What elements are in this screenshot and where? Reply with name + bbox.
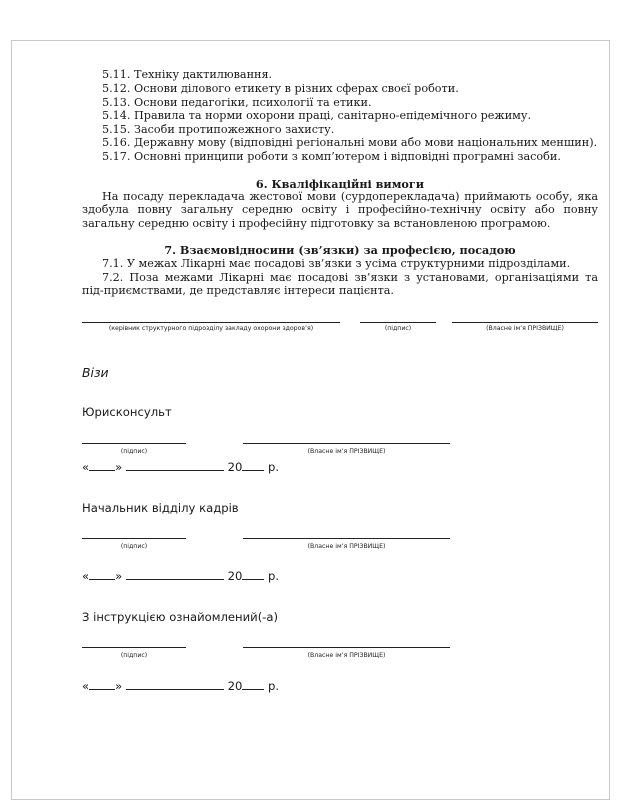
day-blank — [89, 570, 115, 580]
list-item: 5.12. Основи ділового етикету в різних сферах своєї роботи. — [102, 82, 459, 95]
section-7-p1-text: 7.1. У межах Лікарні має посадові зв’язки з усіма структурними підрозділами. — [102, 257, 571, 270]
block-title-hr: Начальник відділу кадрів — [82, 501, 239, 515]
close-quote: » — [115, 679, 123, 693]
sign-line — [82, 538, 186, 539]
close-quote: » — [115, 569, 123, 583]
caption-sign: (підпис) — [120, 652, 148, 659]
sign-line — [82, 443, 186, 444]
section-7-p1 — [82, 257, 598, 270]
caption-name: (Власне ім’я ПРІЗВИЩЕ) — [307, 543, 386, 550]
open-quote: « — [82, 679, 90, 693]
year-blank — [242, 680, 264, 690]
open-quote: « — [82, 569, 90, 583]
sign-line — [82, 647, 186, 648]
block-title-legal: Юрисконсульт — [82, 405, 172, 419]
signature-line-position — [82, 322, 340, 323]
name-line — [243, 443, 450, 444]
section-6-paragraph — [82, 190, 598, 230]
month-blank — [126, 570, 224, 580]
name-line — [243, 647, 450, 648]
year-prefix: 20 — [227, 569, 243, 583]
section-6-heading: 6. Кваліфікаційні вимоги — [255, 177, 425, 191]
month-blank — [126, 461, 224, 471]
caption-sign: (підпис) — [384, 325, 412, 332]
section-7-heading: 7. Взаємовідносини (зв’язки) за професією, посадою — [164, 243, 516, 257]
list-item: 5.11. Техніку дактилювання. — [102, 68, 273, 81]
year-blank — [242, 570, 264, 580]
signature-line-name — [452, 322, 598, 323]
year-suffix: р. — [268, 679, 280, 693]
vizy-label: Візи — [82, 365, 109, 380]
day-blank — [89, 680, 115, 690]
date-line — [82, 569, 279, 583]
section-6-text: На посаду перекладача жестової мови (сурдоперекладача) приймають особу, яка здобула повну загальну середню освіту і професійно-технічну освіту або повну загальну середню освіту і професійну підготовку за встановленою програмою. — [82, 190, 598, 230]
open-quote: « — [82, 460, 90, 474]
day-blank — [89, 461, 115, 471]
list-item: 5.16. Державну мову (відповідні регіональні мови або мови національних меншин). — [102, 136, 598, 149]
month-blank — [126, 680, 224, 690]
caption-name: (Власне ім’я ПРІЗВИЩЕ) — [307, 652, 386, 659]
year-suffix: р. — [268, 569, 280, 583]
year-suffix: р. — [268, 460, 280, 474]
caption-sign: (підпис) — [120, 543, 148, 550]
list-item: 5.15. Засоби протипожежного захисту. — [102, 123, 335, 136]
caption-name: (Власне ім’я ПРІЗВИЩЕ) — [486, 325, 564, 332]
block-title-acknowledged: З інструкцією ознайомлений(-а) — [82, 610, 279, 624]
year-prefix: 20 — [227, 679, 243, 693]
caption-sign: (підпис) — [120, 448, 148, 455]
caption-position: (керівник структурного підрозділу закладу охорони здоров’я) — [108, 325, 314, 332]
signature-line-sign — [360, 322, 436, 323]
list-item: 5.17. Основні принципи роботи з комп’ютером і відповідні програмні засоби. — [102, 150, 561, 163]
year-blank — [242, 461, 264, 471]
year-prefix: 20 — [227, 460, 243, 474]
close-quote: » — [115, 460, 123, 474]
date-line — [82, 460, 279, 474]
list-item: 5.13. Основи педагогіки, психології та етики. — [102, 96, 372, 109]
name-line — [243, 538, 450, 539]
section-7-p2 — [82, 271, 598, 298]
list-item: 5.14. Правила та норми охорони праці, санітарно-епідемічного режиму. — [102, 109, 532, 122]
date-line — [82, 679, 279, 693]
section-7-p2-text: 7.2. Поза межами Лікарні має посадові зв’язки з установами, організаціями та під-приємствами, де представляє інтереси пацієнта. — [82, 271, 598, 298]
caption-name: (Власне ім’я ПРІЗВИЩЕ) — [307, 448, 386, 455]
